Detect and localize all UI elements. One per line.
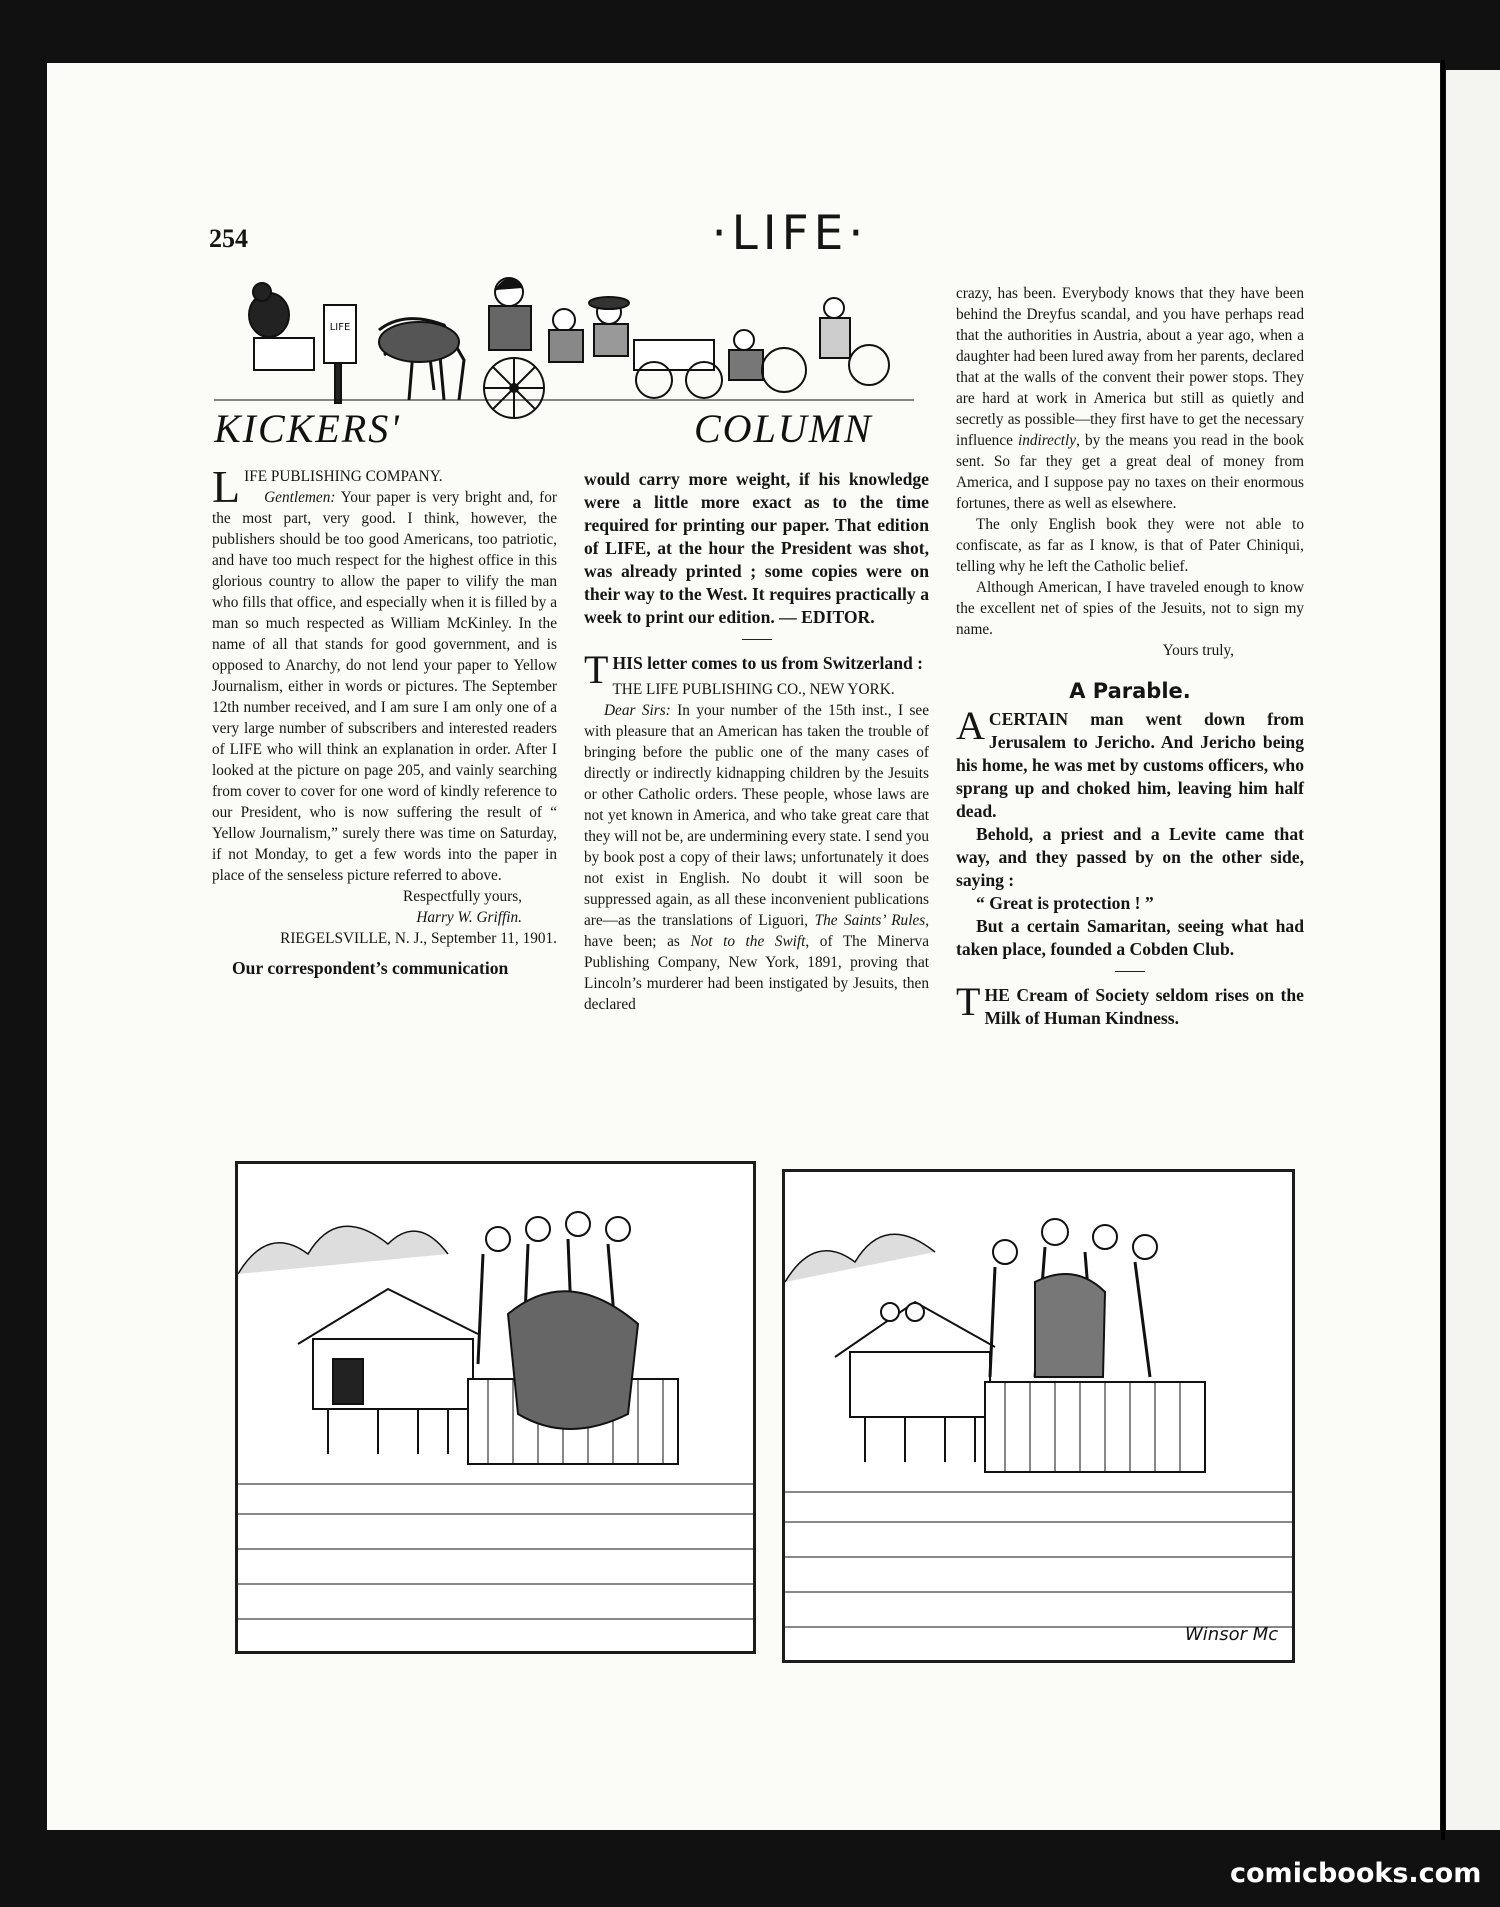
cream-of-society: HE Cream of Society seldom rises on the Milk of Human Kindness. bbox=[984, 985, 1304, 1028]
next-page-edge bbox=[1446, 70, 1500, 1830]
indirectly-word: indirectly bbox=[1018, 432, 1077, 449]
parable-p3: “ Great is protection ! ” bbox=[976, 893, 1154, 913]
column-1 bbox=[212, 461, 557, 980]
letter-cont-p3: Although American, I have traveled enough to know the excellent net of spies of the Jesuits, not to sign my name. bbox=[956, 579, 1304, 638]
swiss-letter-a: In your number of the 15th inst., I see with pleasure that an American has taken the trouble of bringing before the public one of the many cases of directly or indirectly kidnapping children by the Jesuits or other Catholic orders. These people, whose laws are not yet known in America, and who take great care that they will not be, are undermining every state. I send you by book post a copy of their laws; unfortunately it does not exist in English. No doubt it will soon be suppressed again, as all these inconvenient publications are—as the translations of Liguori, bbox=[584, 702, 929, 929]
place-date: RIEGELSVILLE, N. J., September 11, 1901. bbox=[280, 930, 557, 947]
artist-signature: Winsor Mc bbox=[1185, 1624, 1279, 1645]
parable-p2: Behold, a priest and a Levite came that way, and they passed by on the other side, saying : bbox=[956, 824, 1304, 890]
separator-2 bbox=[1115, 971, 1145, 972]
mailbox-label: LIFE bbox=[329, 322, 351, 333]
dear-sirs: Dear Sirs: bbox=[604, 702, 671, 719]
book-title-1: The Saints’ Rules bbox=[814, 912, 926, 929]
column-2 bbox=[584, 468, 929, 1015]
book-title-2: Not to the Swift bbox=[690, 933, 806, 950]
page-gutter bbox=[1441, 60, 1445, 1840]
letter-body: Your paper is very bright and, for the most part, very good. I think, however, the publishers should be too good Americans, too patriotic, and have too much respect for the highest office in this glorious country to allow the paper to vilify the man who fills that office, and especially when it is filled by a man so much respected as William McKinley. In the name of all that stands for good government, and is opposed to Anarchy, do not lend your paper to Yellow Journalism, either in words or pictures. The September 12th number received, and I am sure I am only one of a very large number of subscribers and interested readers of LIFE who will think an explanation in order. After I looked at the picture on page 205, and vainly searching from cover to cover for one word of kindly reference to our President, who is now suffering the result of “ Yellow Journalism,” surely there was time on Saturday, if not Monday, to get a few words into the paper in place of the senseless picture referred to above. bbox=[212, 489, 557, 884]
separator bbox=[742, 639, 772, 640]
parable-heading: A Parable. bbox=[1069, 679, 1191, 703]
salutation: IFE PUBLISHING COMPANY. bbox=[244, 468, 443, 485]
cartoon-panel-left bbox=[235, 1161, 756, 1654]
addressee: THE LIFE PUBLISHING CO., NEW YORK. bbox=[612, 681, 895, 698]
parable-p1: CERTAIN man went down from Jerusalem to Jericho. And Jericho being his home, he was met by customs officers, who sprang up and choked him, leaving him half dead. bbox=[956, 709, 1304, 821]
column-3 bbox=[956, 283, 1304, 1030]
drop-cap-t: T bbox=[584, 647, 609, 692]
kickers-column-banner bbox=[214, 270, 914, 450]
swiss-letter-c: , of The Minerva Publishing Company, New York, 1891, proving that Lincoln’s murderer had been instigated by Jesuits, then declared bbox=[584, 933, 929, 1013]
masthead: ·LIFE· bbox=[711, 206, 869, 261]
editor-sign: EDITOR. bbox=[801, 607, 875, 627]
banner-title-right: COLUMN bbox=[694, 406, 873, 450]
page-number: 254 bbox=[209, 224, 248, 253]
switzerland-intro: HIS letter comes to us from Switzerland : bbox=[612, 653, 924, 673]
swiss-letter-b: , have been; as bbox=[584, 912, 930, 950]
drop-cap-l: L bbox=[212, 461, 241, 512]
yours-truly: Yours truly, bbox=[1162, 642, 1234, 659]
banner-title-left: KICKERS' bbox=[214, 406, 401, 450]
letter-cont-p1: crazy, has been. Everybody knows that they have been behind the Dreyfus scandal, and you have perhaps read that the authorities in Austria, about a year ago, when a daughter had been lured away from her parents, declared that at the walls of the convent their power stops. They are hard at work in America but still as quietly and secretly as possible—they first have to get the necessary influence bbox=[956, 285, 1304, 449]
letter-cont-p2: The only English book they were not able to confiscate, as far as I know, is that of Pater Chiniqui, telling why he left the Catholic belief. bbox=[956, 516, 1304, 575]
drop-cap-a: A bbox=[956, 703, 985, 748]
closing: Respectfully yours, bbox=[403, 888, 522, 905]
signature: Harry W. Griffin. bbox=[416, 909, 522, 926]
watermark: comicbooks.com bbox=[1230, 1858, 1482, 1889]
reply-start: Our correspondent’s communication bbox=[232, 958, 509, 978]
letter-cont-p1b: , by the means you read in the book sent. So far they get a great deal of money from America, and I suppose pay no taxes on their enormous fortunes, there as well as elsewhere. bbox=[956, 432, 1304, 512]
gentlemen-label: Gentlemen: bbox=[264, 489, 336, 506]
drop-cap-t2: T bbox=[956, 979, 981, 1024]
banner-drawing bbox=[214, 278, 914, 418]
reply-rest: would carry more weight, if his knowledge were a little more exact as to the time required for printing our paper. That edition of LIFE, at the hour the President was shot, was already printed ; some copies were on their way to the West. It requires practically a week to print our edition. — bbox=[584, 469, 929, 627]
parable-p4: But a certain Samaritan, seeing what had taken place, founded a Cobden Club. bbox=[956, 916, 1304, 959]
cartoon-panel-right bbox=[782, 1169, 1295, 1663]
